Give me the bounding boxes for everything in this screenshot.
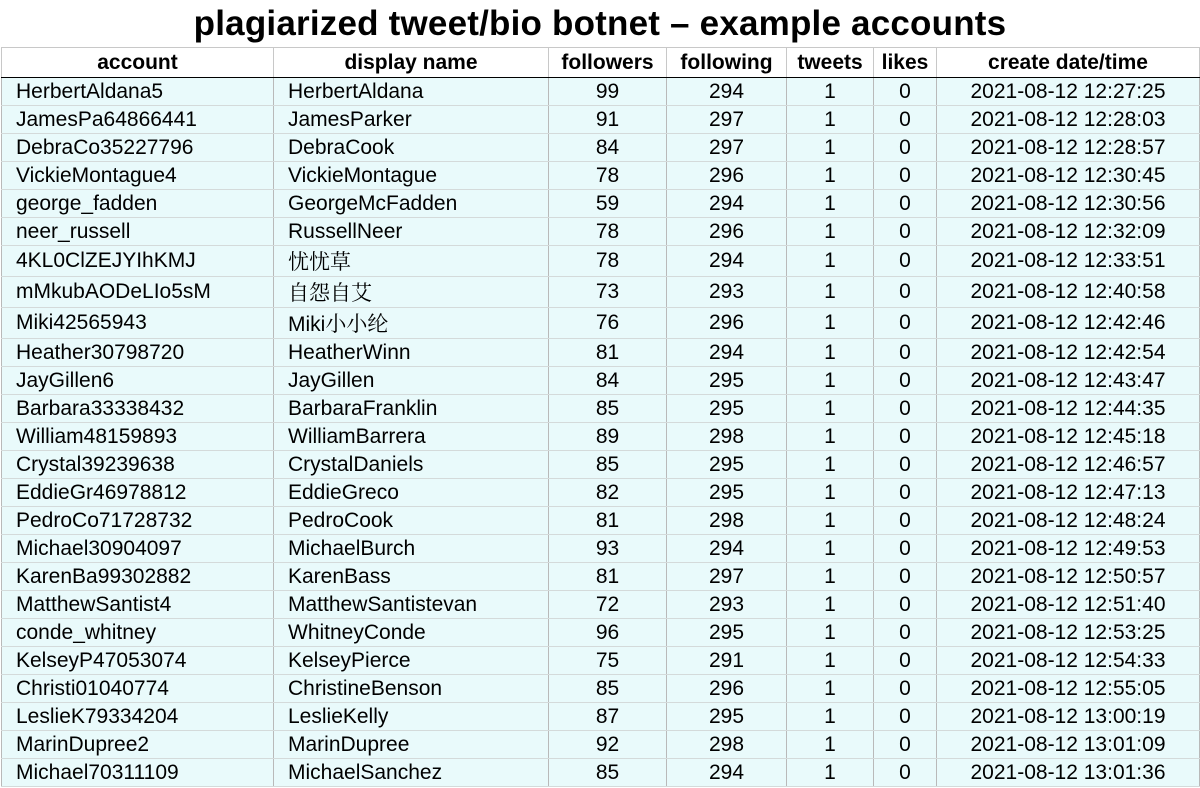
cell-account[interactable]: Michael30904097 [2,535,274,563]
cell-display-name[interactable]: 忧忧草 [274,246,549,277]
cell-likes[interactable]: 0 [874,218,937,246]
cell-create-date-time[interactable]: 2021-08-12 12:45:18 [937,423,1200,451]
cell-tweets[interactable]: 1 [787,246,874,277]
cell-create-date-time[interactable]: 2021-08-12 12:54:33 [937,647,1200,675]
cell-likes[interactable]: 0 [874,479,937,507]
table-row [2,308,1200,339]
cell-tweets[interactable]: 1 [787,507,874,535]
cell-create-date-time[interactable]: 2021-08-12 12:44:35 [937,395,1200,423]
cell-display-name[interactable]: BarbaraFranklin [274,395,549,423]
cell-likes[interactable]: 0 [874,675,937,703]
cell-followers[interactable]: 81 [549,507,667,535]
table-body [2,78,1200,787]
table-row [2,395,1200,423]
cell-following[interactable]: 291 [667,647,787,675]
cell-following[interactable]: 293 [667,277,787,308]
cell-followers[interactable]: 84 [549,367,667,395]
cell-create-date-time[interactable]: 2021-08-12 12:40:58 [937,277,1200,308]
cell-display-name[interactable]: CrystalDaniels [274,451,549,479]
cell-tweets[interactable]: 1 [787,703,874,731]
cell-following[interactable]: 295 [667,451,787,479]
cell-followers[interactable]: 87 [549,703,667,731]
header-display-name[interactable]: display name [274,48,549,78]
cell-create-date-time[interactable]: 2021-08-12 12:51:40 [937,591,1200,619]
cell-likes[interactable]: 0 [874,759,937,787]
cell-display-name[interactable]: PedroCook [274,507,549,535]
table-row [2,731,1200,759]
cell-following[interactable]: 295 [667,367,787,395]
cell-followers[interactable]: 92 [549,731,667,759]
cell-tweets[interactable]: 1 [787,731,874,759]
header-tweets[interactable]: tweets [787,48,874,78]
cell-tweets[interactable]: 1 [787,647,874,675]
cell-tweets[interactable]: 1 [787,277,874,308]
cell-account[interactable]: JamesPa64866441 [2,106,274,134]
cell-following[interactable]: 293 [667,591,787,619]
cell-display-name[interactable]: WhitneyConde [274,619,549,647]
cell-following[interactable]: 295 [667,703,787,731]
cell-tweets[interactable]: 1 [787,395,874,423]
cell-display-name[interactable]: 自怨自艾 [274,277,549,308]
cell-followers[interactable]: 78 [549,162,667,190]
header-likes[interactable]: likes [874,48,937,78]
cell-following[interactable]: 298 [667,423,787,451]
cell-following[interactable]: 294 [667,759,787,787]
cell-account[interactable]: KarenBa99302882 [2,563,274,591]
cell-display-name[interactable]: GeorgeMcFadden [274,190,549,218]
cell-followers[interactable]: 91 [549,106,667,134]
cell-account[interactable]: HerbertAldana5 [2,78,274,106]
table-row [2,479,1200,507]
cell-likes[interactable]: 0 [874,339,937,367]
cell-tweets[interactable]: 1 [787,367,874,395]
cell-create-date-time[interactable]: 2021-08-12 12:55:05 [937,675,1200,703]
table-row [2,367,1200,395]
accounts-table [1,47,1200,787]
cell-followers[interactable]: 89 [549,423,667,451]
table-row [2,535,1200,563]
cell-likes[interactable]: 0 [874,190,937,218]
cell-create-date-time[interactable]: 2021-08-12 13:00:19 [937,703,1200,731]
cell-likes[interactable]: 0 [874,619,937,647]
cell-create-date-time[interactable]: 2021-08-12 12:28:03 [937,106,1200,134]
table-row [2,134,1200,162]
cell-account[interactable]: conde_whitney [2,619,274,647]
cell-tweets[interactable]: 1 [787,308,874,339]
cell-display-name[interactable]: KelseyPierce [274,647,549,675]
cell-account[interactable]: VickieMontague4 [2,162,274,190]
cell-display-name[interactable]: MichaelSanchez [274,759,549,787]
cell-tweets[interactable]: 1 [787,78,874,106]
cell-followers[interactable]: 96 [549,619,667,647]
cell-account[interactable]: PedroCo71728732 [2,507,274,535]
cell-likes[interactable]: 0 [874,277,937,308]
cell-likes[interactable]: 0 [874,703,937,731]
cell-likes[interactable]: 0 [874,308,937,339]
cell-likes[interactable]: 0 [874,395,937,423]
cell-create-date-time[interactable]: 2021-08-12 13:01:36 [937,759,1200,787]
cell-account[interactable]: Crystal39239638 [2,451,274,479]
cell-tweets[interactable]: 1 [787,134,874,162]
cell-account[interactable]: Michael70311109 [2,759,274,787]
cell-tweets[interactable]: 1 [787,535,874,563]
cell-create-date-time[interactable]: 2021-08-12 12:48:24 [937,507,1200,535]
header-row [2,48,1200,78]
cell-following[interactable]: 296 [667,218,787,246]
cell-following[interactable]: 294 [667,246,787,277]
cell-account[interactable]: LeslieK79334204 [2,703,274,731]
cell-account[interactable]: mMkubAODeLIo5sM [2,277,274,308]
cell-tweets[interactable]: 1 [787,106,874,134]
cell-display-name[interactable]: ChristineBenson [274,675,549,703]
cell-likes[interactable]: 0 [874,106,937,134]
cell-followers[interactable]: 85 [549,759,667,787]
cell-display-name[interactable]: MichaelBurch [274,535,549,563]
table-row [2,647,1200,675]
table-row [2,339,1200,367]
cell-tweets[interactable]: 1 [787,162,874,190]
cell-following[interactable]: 295 [667,619,787,647]
table-row [2,507,1200,535]
cell-following[interactable]: 294 [667,535,787,563]
cell-tweets[interactable]: 1 [787,563,874,591]
cell-following[interactable]: 298 [667,731,787,759]
cell-account[interactable]: george_fadden [2,190,274,218]
cell-tweets[interactable]: 1 [787,423,874,451]
cell-tweets[interactable]: 1 [787,479,874,507]
cell-followers[interactable]: 99 [549,78,667,106]
sheet-title: plagiarized tweet/bio botnet – example accounts [193,4,1007,43]
cell-likes[interactable]: 0 [874,731,937,759]
cell-followers[interactable]: 82 [549,479,667,507]
cell-likes[interactable]: 0 [874,162,937,190]
cell-followers[interactable]: 81 [549,339,667,367]
cell-tweets[interactable]: 1 [787,451,874,479]
cell-following[interactable]: 294 [667,339,787,367]
cell-create-date-time[interactable]: 2021-08-12 12:53:25 [937,619,1200,647]
cell-following[interactable]: 296 [667,308,787,339]
cell-account[interactable]: neer_russell [2,218,274,246]
cell-display-name[interactable]: EddieGreco [274,479,549,507]
cell-create-date-time[interactable]: 2021-08-12 12:27:25 [937,78,1200,106]
cell-create-date-time[interactable]: 2021-08-12 12:50:57 [937,563,1200,591]
cell-display-name[interactable]: VickieMontague [274,162,549,190]
cell-followers[interactable]: 84 [549,134,667,162]
cell-account[interactable]: MatthewSantist4 [2,591,274,619]
cell-create-date-time[interactable]: 2021-08-12 12:32:09 [937,218,1200,246]
header-account[interactable]: account [2,48,274,78]
cell-display-name[interactable]: MarinDupree [274,731,549,759]
cell-followers[interactable]: 78 [549,218,667,246]
cell-create-date-time[interactable]: 2021-08-12 12:43:47 [937,367,1200,395]
cell-display-name[interactable]: JayGillen [274,367,549,395]
cell-tweets[interactable]: 1 [787,339,874,367]
cell-create-date-time[interactable]: 2021-08-12 12:46:57 [937,451,1200,479]
cell-following[interactable]: 296 [667,675,787,703]
cell-followers[interactable]: 85 [549,675,667,703]
cell-following[interactable]: 294 [667,78,787,106]
cell-display-name[interactable]: MatthewSantistevan [274,591,549,619]
cell-display-name[interactable]: DebraCook [274,134,549,162]
table-row [2,78,1200,106]
cell-account[interactable]: William48159893 [2,423,274,451]
cell-account[interactable]: MarinDupree2 [2,731,274,759]
cell-following[interactable]: 295 [667,395,787,423]
cell-tweets[interactable]: 1 [787,591,874,619]
cell-tweets[interactable]: 1 [787,619,874,647]
table-row [2,451,1200,479]
cell-likes[interactable]: 0 [874,246,937,277]
cell-account[interactable]: Christi01040774 [2,675,274,703]
cell-following[interactable]: 295 [667,479,787,507]
cell-create-date-time[interactable]: 2021-08-12 12:30:45 [937,162,1200,190]
cell-create-date-time[interactable]: 2021-08-12 12:42:46 [937,308,1200,339]
cell-followers[interactable]: 72 [549,591,667,619]
table-row [2,106,1200,134]
cell-account[interactable]: KelseyP47053074 [2,647,274,675]
cell-followers[interactable]: 81 [549,563,667,591]
header-create-date-time[interactable]: create date/time [937,48,1200,78]
table-row [2,277,1200,308]
cell-create-date-time[interactable]: 2021-08-12 13:01:09 [937,731,1200,759]
cell-display-name[interactable]: Miki小小纶 [274,308,549,339]
cell-following[interactable]: 296 [667,162,787,190]
table-row [2,190,1200,218]
cell-display-name[interactable]: HeatherWinn [274,339,549,367]
cell-following[interactable]: 297 [667,563,787,591]
cell-create-date-time[interactable]: 2021-08-12 12:33:51 [937,246,1200,277]
header-following[interactable]: following [667,48,787,78]
cell-create-date-time[interactable]: 2021-08-12 12:28:57 [937,134,1200,162]
table-row [2,246,1200,277]
table-row [2,703,1200,731]
table-row [2,619,1200,647]
cell-likes[interactable]: 0 [874,78,937,106]
cell-following[interactable]: 297 [667,134,787,162]
cell-tweets[interactable]: 1 [787,218,874,246]
cell-likes[interactable]: 0 [874,134,937,162]
cell-followers[interactable]: 85 [549,451,667,479]
table-row [2,218,1200,246]
cell-create-date-time[interactable]: 2021-08-12 12:49:53 [937,535,1200,563]
cell-account[interactable]: Barbara33338432 [2,395,274,423]
table-row [2,162,1200,190]
cell-tweets[interactable]: 1 [787,675,874,703]
cell-likes[interactable]: 0 [874,535,937,563]
cell-create-date-time[interactable]: 2021-08-12 12:47:13 [937,479,1200,507]
cell-followers[interactable]: 73 [549,277,667,308]
cell-likes[interactable]: 0 [874,367,937,395]
cell-account[interactable]: DebraCo35227796 [2,134,274,162]
cell-account[interactable]: Miki42565943 [2,308,274,339]
cell-account[interactable]: 4KL0ClZEJYIhKMJ [2,246,274,277]
cell-following[interactable]: 298 [667,507,787,535]
cell-display-name[interactable]: JamesParker [274,106,549,134]
cell-followers[interactable]: 59 [549,190,667,218]
cell-create-date-time[interactable]: 2021-08-12 12:42:54 [937,339,1200,367]
cell-likes[interactable]: 0 [874,591,937,619]
cell-likes[interactable]: 0 [874,423,937,451]
table-row [2,563,1200,591]
cell-likes[interactable]: 0 [874,451,937,479]
cell-display-name[interactable]: HerbertAldana [274,78,549,106]
cell-followers[interactable]: 75 [549,647,667,675]
cell-display-name[interactable]: LeslieKelly [274,703,549,731]
cell-followers[interactable]: 93 [549,535,667,563]
cell-display-name[interactable]: WilliamBarrera [274,423,549,451]
cell-likes[interactable]: 0 [874,507,937,535]
cell-tweets[interactable]: 1 [787,759,874,787]
cell-likes[interactable]: 0 [874,563,937,591]
cell-followers[interactable]: 78 [549,246,667,277]
table-row [2,759,1200,787]
cell-following[interactable]: 297 [667,106,787,134]
cell-tweets[interactable]: 1 [787,190,874,218]
cell-likes[interactable]: 0 [874,647,937,675]
cell-create-date-time[interactable]: 2021-08-12 12:30:56 [937,190,1200,218]
cell-display-name[interactable]: RussellNeer [274,218,549,246]
cell-followers[interactable]: 76 [549,308,667,339]
header-followers[interactable]: followers [549,48,667,78]
cell-account[interactable]: JayGillen6 [2,367,274,395]
table-row [2,591,1200,619]
cell-account[interactable]: Heather30798720 [2,339,274,367]
table-row [2,423,1200,451]
cell-followers[interactable]: 85 [549,395,667,423]
cell-account[interactable]: EddieGr46978812 [2,479,274,507]
table-row [2,675,1200,703]
cell-following[interactable]: 294 [667,190,787,218]
cell-display-name[interactable]: KarenBass [274,563,549,591]
